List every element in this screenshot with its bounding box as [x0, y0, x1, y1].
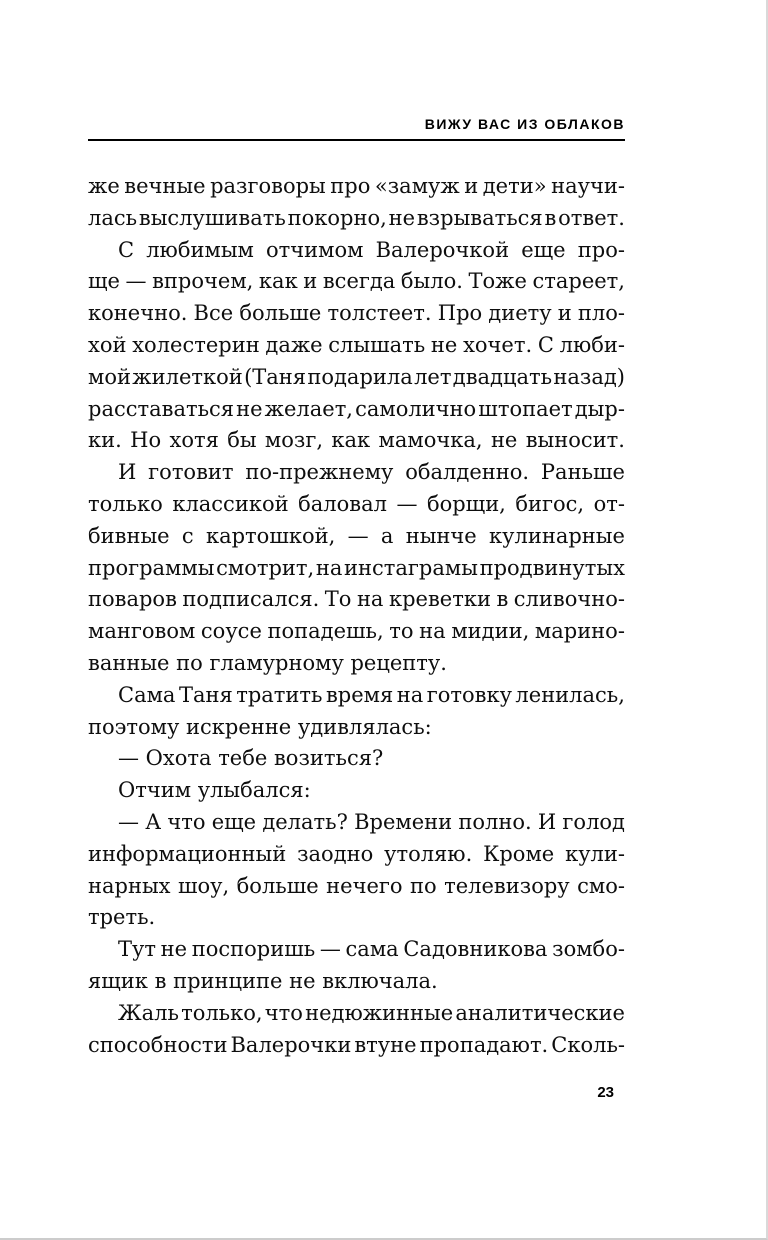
text-line: ванные по гламурному рецепту.: [88, 650, 447, 675]
text-line: С любимым отчимом Валерочкой еще про-: [118, 237, 625, 262]
text-line: манговом соусе попадешь, то на мидии, марино-: [88, 619, 625, 644]
text-line: лась выслушивать покорно, не взрываться в ответ.: [88, 205, 625, 230]
page-number: 23: [597, 1084, 614, 1101]
text-line: ще — впрочем, как и всегда было. Тоже стареет,: [88, 269, 625, 294]
header-divider: [88, 139, 625, 141]
text-line: мой жилеткой (Таня подарила лет двадцать назад): [88, 364, 625, 389]
text-line: нарных шоу, больше нечего по телевизору смо-: [88, 873, 625, 898]
text-line: же вечные разговоры про «замуж и дети» научи-: [88, 174, 625, 198]
text-line: программы смотрит, на инстаграмы продвинутых: [88, 555, 625, 580]
paragraph: [88, 235, 625, 458]
text-line: конечно. Все больше толстеет. Про диету и пло-: [88, 301, 625, 326]
text-line: ящик в принципе не включала.: [88, 968, 438, 993]
text-line: И готовит по-прежнему обалденно. Раньше: [118, 460, 625, 485]
text-line: расставаться не желает, самолично штопает дыр-: [88, 396, 625, 421]
text-line: поэтому искренне удивлялась:: [88, 714, 432, 739]
running-head-title: ВИЖУ ВАС ИЗ ОБЛАКОВ: [424, 116, 625, 132]
paragraph: [88, 775, 625, 807]
text-line: поваров подписался. То на креветки в сливочно-: [88, 587, 625, 612]
paragraph: [88, 934, 625, 998]
text-line: только классикой баловал — борщи, бигос, от-: [88, 491, 625, 516]
text-line: информационный заодно утоляю. Кроме кули-: [88, 841, 625, 866]
paragraph: [88, 807, 625, 934]
body-text: [88, 171, 625, 1061]
paragraph: [88, 680, 625, 744]
text-line: способности Валерочки втуне пропадают. Сколь-: [88, 1032, 625, 1057]
text-line: треть.: [88, 905, 156, 930]
text-line: Отчим улыбался:: [118, 778, 311, 803]
paragraph: [88, 171, 625, 235]
text-line: бивные с картошкой, — а нынче кулинарные: [88, 523, 625, 548]
paragraph: [88, 457, 625, 680]
text-line: — А что еще делать? Времени полно. И голод: [118, 809, 625, 834]
paragraph: [88, 743, 625, 775]
text-line: хой холестерин даже слышать не хочет. С люби-: [88, 332, 625, 357]
text-line: ки. Но хотя бы мозг, как мамочка, не выносит.: [88, 428, 625, 453]
text-line: Жаль только, что недюжинные аналитические: [118, 1000, 625, 1025]
text-line: — Охота тебе возиться?: [118, 746, 384, 771]
paragraph: [88, 998, 625, 1062]
text-line: Сама Таня тратить время на готовку ленилась,: [118, 682, 625, 707]
text-line: Тут не поспоришь — сама Садовникова зомбо-: [118, 937, 625, 962]
